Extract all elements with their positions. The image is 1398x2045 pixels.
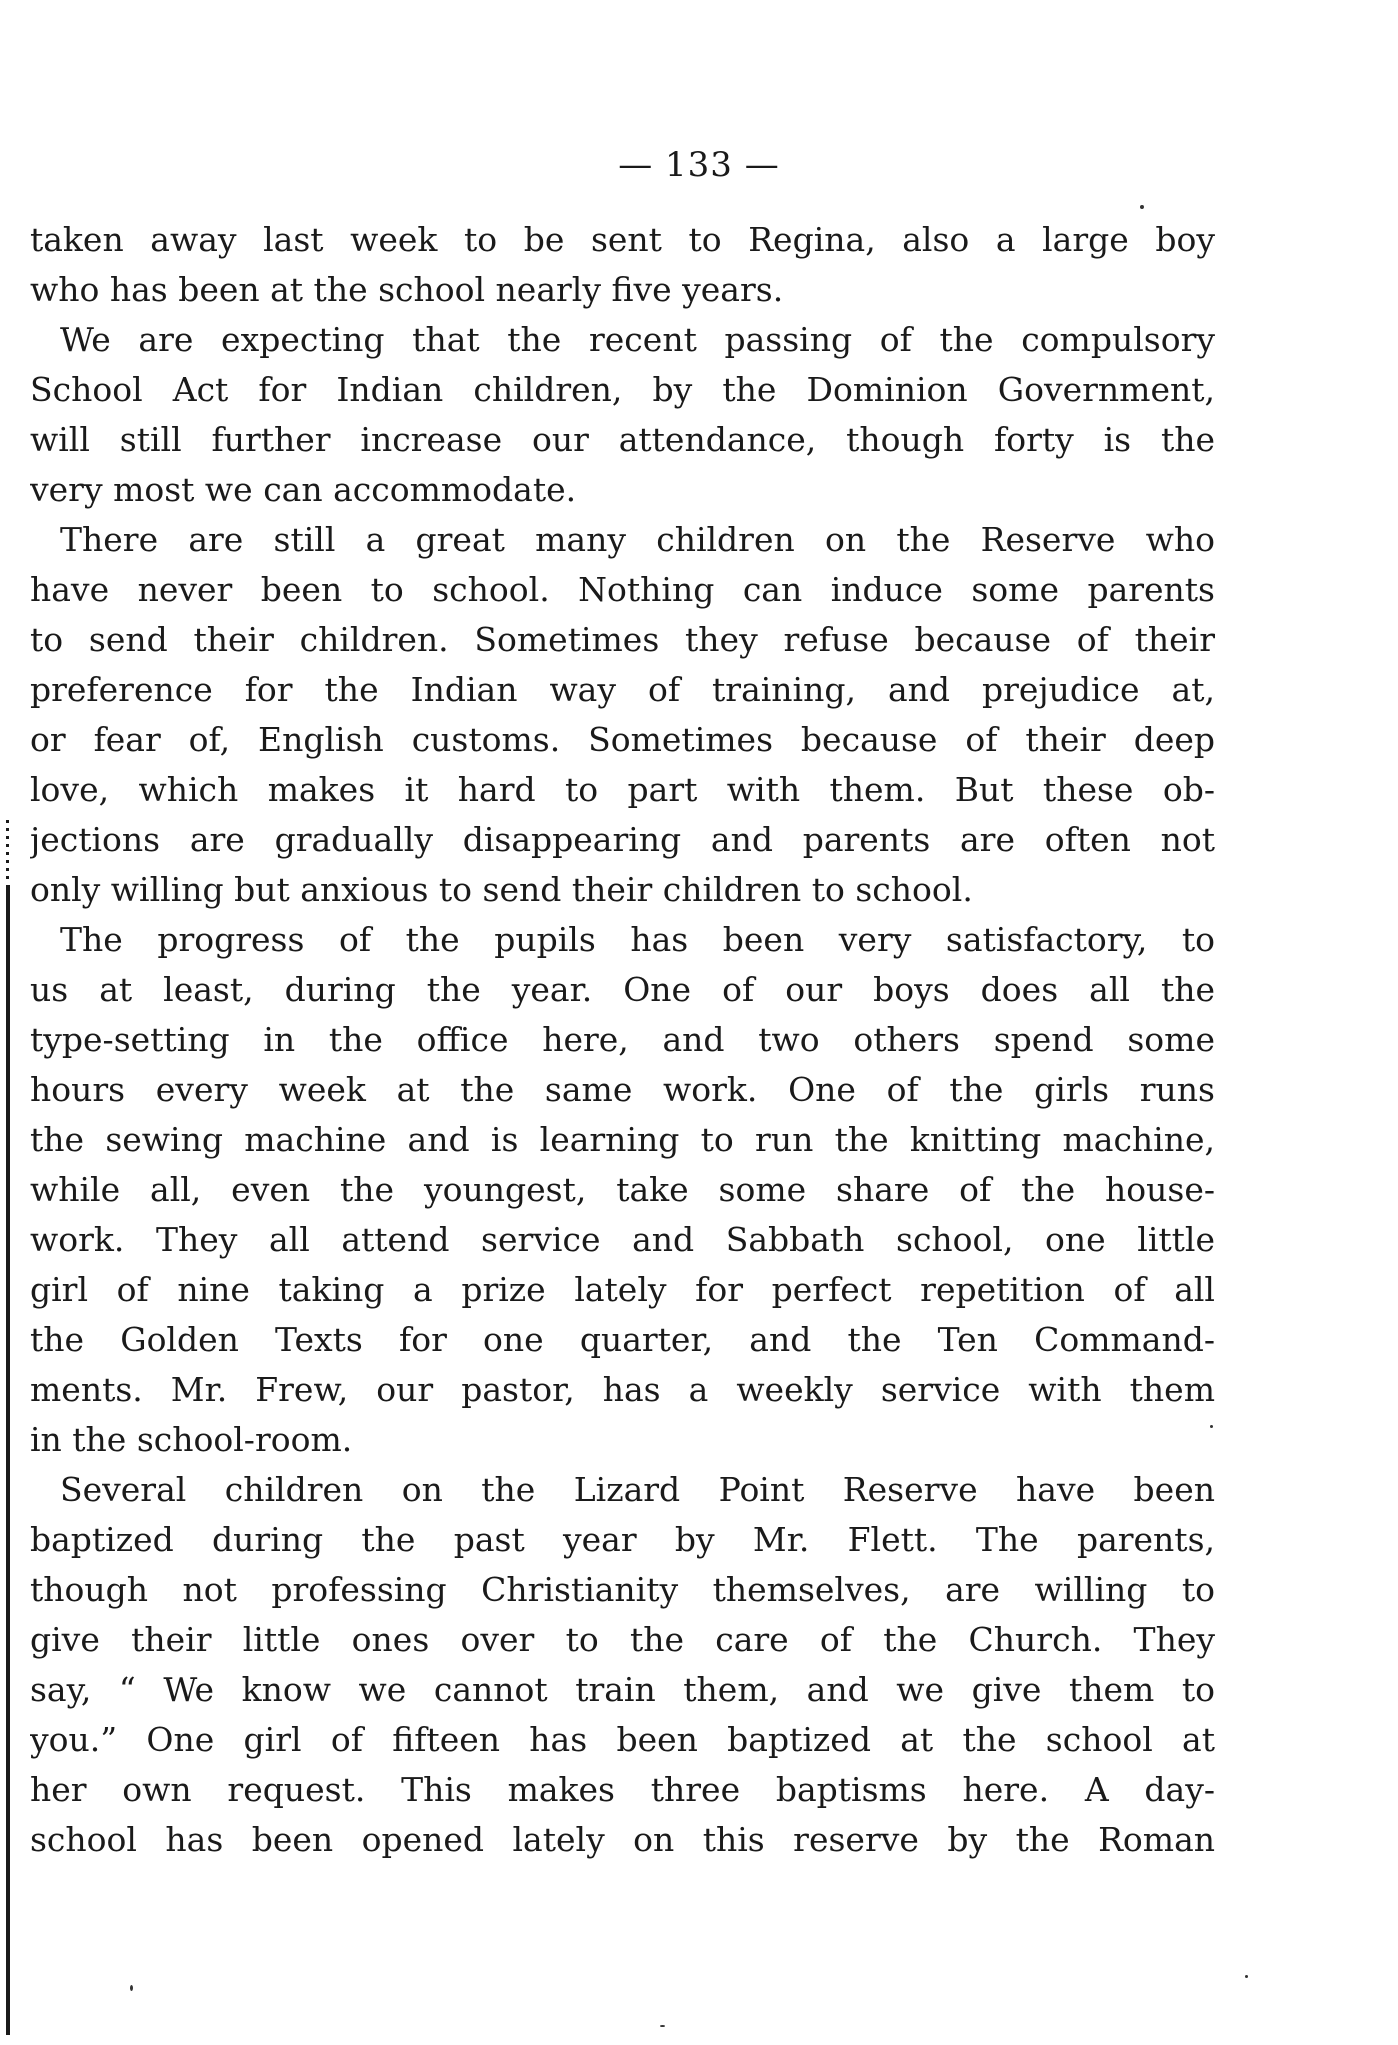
ink-speck <box>1140 205 1144 209</box>
text-line: or fear of, English customs. Sometimes because of their deep <box>30 720 1215 759</box>
text-line: work. They all attend service and Sabbath school, one little <box>30 1220 1215 1259</box>
text-line: the Golden Texts for one quarter, and the Ten Command- <box>30 1320 1215 1359</box>
text-line: have never been to school. Nothing can induce some parents <box>30 570 1215 609</box>
text-line: type-setting in the office here, and two others spend some <box>30 1020 1215 1059</box>
text-line: baptized during the past year by Mr. Flett. The parents, <box>30 1520 1215 1559</box>
binding-rule <box>6 885 10 2035</box>
text-line: School Act for Indian children, by the Dominion Government, <box>30 370 1215 409</box>
text-line: in the school-room. <box>30 1420 353 1459</box>
text-line: preference for the Indian way of training, and prejudice at, <box>30 670 1215 709</box>
text-line: very most we can accommodate. <box>30 470 577 509</box>
text-line: girl of nine taking a prize lately for perfect repetition of all <box>30 1270 1215 1309</box>
text-line: We are expecting that the recent passing of the compulsory <box>60 320 1215 359</box>
text-line: Several children on the Lizard Point Reserve have been <box>60 1470 1215 1509</box>
text-line: love, which makes it hard to part with them. But these ob- <box>30 770 1215 809</box>
text-line: school has been opened lately on this reserve by the Roman <box>30 1820 1215 1859</box>
text-line: the sewing machine and is learning to run the knitting machine, <box>30 1120 1215 1159</box>
text-line: us at least, during the year. One of our boys does all the <box>30 970 1215 1009</box>
text-line: though not professing Christianity themselves, are willing to <box>30 1570 1215 1609</box>
text-line: only willing but anxious to send their children to school. <box>30 870 973 909</box>
text-line: taken away last week to be sent to Regina, also a large boy <box>30 220 1215 259</box>
text-line: There are still a great many children on the Reserve who <box>60 520 1215 559</box>
text-line: you.” One girl of fifteen has been baptized at the school at <box>30 1720 1215 1759</box>
text-line: her own request. This makes three baptisms here. A day- <box>30 1770 1215 1809</box>
text-line: jections are gradually disappearing and parents are often not <box>30 820 1215 859</box>
body-text <box>30 215 1215 1865</box>
text-line: while all, even the youngest, take some share of the house- <box>30 1170 1215 1209</box>
text-line: ments. Mr. Frew, our pastor, has a weekly service with them <box>30 1370 1215 1409</box>
page-number: — 133 — <box>618 145 780 185</box>
text-line: to send their children. Sometimes they refuse because of their <box>30 620 1215 659</box>
text-line: who has been at the school nearly five years. <box>30 270 784 309</box>
text-line: The progress of the pupils has been very satisfactory, to <box>60 920 1215 959</box>
ink-speck <box>660 2025 665 2027</box>
ink-speck <box>1245 1975 1248 1978</box>
text-line: give their little ones over to the care of the Church. They <box>30 1620 1215 1659</box>
binding-dots <box>6 820 9 880</box>
text-line: say, “ We know we cannot train them, and we give them to <box>30 1670 1215 1709</box>
text-line: hours every week at the same work. One of the girls runs <box>30 1070 1215 1109</box>
ink-speck <box>130 1985 133 1991</box>
text-line: will still further increase our attendance, though forty is the <box>30 420 1215 459</box>
